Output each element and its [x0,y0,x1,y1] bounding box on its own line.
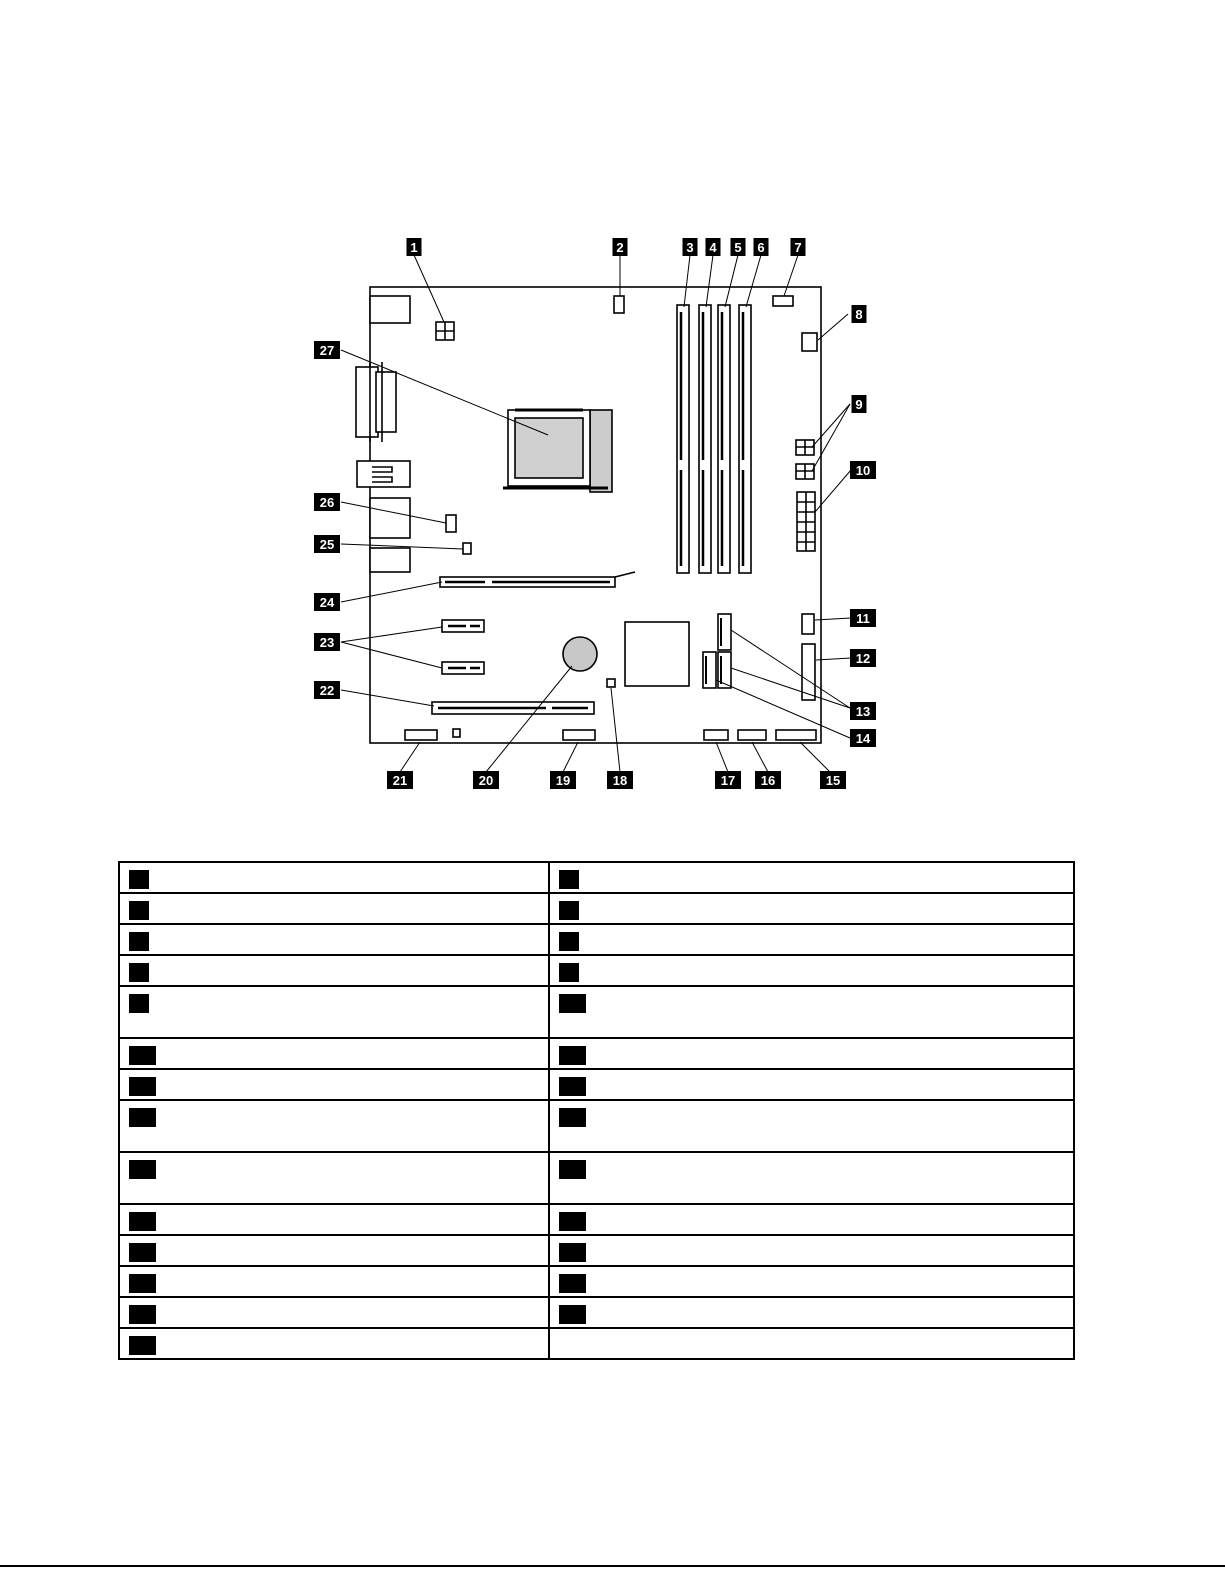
header-small [453,729,460,737]
legend-cell-left [119,1100,549,1152]
callout-4 [706,238,721,256]
svg-text:13: 13 [855,704,871,719]
legend-badge: 2 [559,870,579,889]
legend-row [119,1204,1074,1235]
svg-text:8: 8 [855,307,863,322]
svg-text:11: 11 [856,611,870,626]
callout-18 [607,771,633,789]
legend-badge: 10 [559,994,586,1013]
legend-cell-right [549,1266,1074,1297]
callout-15 [820,771,846,789]
callout-1 [407,238,422,256]
legend-row [119,1152,1074,1204]
callout-17 [715,771,741,789]
svg-text:25: 25 [319,537,335,552]
svg-text:24: 24 [319,595,335,610]
svg-text:5: 5 [734,240,742,255]
callout-6 [754,238,769,256]
legend-cell-left [119,1328,549,1359]
legend-cell-right [549,1297,1074,1328]
legend-badge: 11 [129,1046,156,1065]
legend-cell-left [119,862,549,893]
legend-row [119,924,1074,955]
header-16 [738,730,766,740]
main-power-connector [797,492,815,551]
legend-row [119,893,1074,924]
legend-cell-left [119,955,549,986]
legend-cell-left [119,1235,549,1266]
callout-16 [755,771,781,789]
legend-row [119,1297,1074,1328]
svg-text:1: 1 [410,240,418,255]
legend-badge: 21 [129,1243,156,1262]
svg-text:16: 16 [760,773,776,788]
chipset [625,622,689,686]
svg-text:27: 27 [319,343,335,358]
callout-13 [850,702,876,720]
legend-badge: 6 [559,932,579,951]
legend-badge: 14 [559,1077,586,1096]
connector-8 [802,333,817,351]
svg-text:4: 4 [709,240,717,255]
legend-badge: 12 [559,1046,586,1065]
connector-11 [802,614,814,634]
callout-11 [850,609,876,627]
legend-badge: 25 [129,1305,156,1324]
connector-12 [802,644,815,700]
legend-cell-left [119,1297,549,1328]
legend-badge: 5 [129,932,149,951]
legend-cell-left [119,1152,549,1204]
callout-26 [314,493,340,511]
svg-text:12: 12 [855,651,871,666]
legend-cell-right [549,1328,1074,1359]
callout-12 [850,649,876,667]
svg-text:14: 14 [855,731,871,746]
legend-row [119,1328,1074,1359]
pci-slot [432,702,594,714]
legend-row [119,1100,1074,1152]
legend-badge: 1 [129,870,149,889]
callout-22 [314,681,340,699]
legend-cell-right [549,1204,1074,1235]
header-2 [614,296,624,313]
legend-cell-left [119,1204,549,1235]
legend-badge: 18 [559,1160,586,1179]
svg-text:19: 19 [555,773,571,788]
legend-cell-left [119,893,549,924]
svg-text:3: 3 [686,240,694,255]
legend-cell-right [549,1235,1074,1266]
callout-21 [387,771,413,789]
legend-badge: 27 [129,1336,156,1355]
header-15 [776,730,816,740]
legend-badge: 17 [129,1160,156,1179]
svg-text:21: 21 [392,773,408,788]
legend-badge: 19 [129,1212,156,1231]
svg-text:17: 17 [720,773,736,788]
callout-27 [314,341,340,359]
legend-cell-right [549,893,1074,924]
legend-badge: 9 [129,994,149,1013]
callout-3 [683,238,698,256]
callout-8 [852,305,867,323]
callout-5 [731,238,746,256]
legend-cell-right [549,1069,1074,1100]
legend-badge: 3 [129,901,149,920]
callout-19 [550,771,576,789]
legend-cell-right [549,1152,1074,1204]
microprocessor-power-connector [436,322,454,340]
header-25 [463,543,471,554]
svg-text:23: 23 [319,635,335,650]
legend-badge: 23 [129,1274,156,1293]
legend-row [119,955,1074,986]
svg-text:2: 2 [616,240,624,255]
battery [563,637,597,671]
legend-cell-right [549,1100,1074,1152]
legend-cell-right [549,955,1074,986]
legend-cell-left [119,986,549,1038]
legend-badge: 22 [559,1243,586,1262]
header-17 [704,730,728,740]
system-board-outline [370,287,821,743]
component-legend-table [118,861,1075,1360]
legend-cell-right [549,924,1074,955]
header-26 [446,515,456,532]
legend-badge: 16 [559,1108,586,1127]
legend-row [119,986,1074,1038]
page-footer-rule [0,1565,1225,1567]
legend-badge: 7 [129,963,149,982]
legend-row [119,1235,1074,1266]
header-19 [563,730,595,740]
svg-text:7: 7 [794,240,802,255]
svg-text:6: 6 [757,240,765,255]
callout-23 [314,633,340,651]
legend-cell-right [549,986,1074,1038]
callout-7 [791,238,806,256]
svg-text:18: 18 [612,773,628,788]
legend-cell-left [119,1069,549,1100]
legend-cell-left [119,1038,549,1069]
callout-24 [314,593,340,611]
callout-10 [850,461,876,479]
legend-cell-left [119,1266,549,1297]
legend-row [119,1038,1074,1069]
svg-text:22: 22 [319,683,335,698]
legend-badge: 15 [129,1108,156,1127]
legend-badge: 24 [559,1274,586,1293]
callout-20 [473,771,499,789]
callout-2 [613,238,628,256]
legend-badge: 8 [559,963,579,982]
svg-text:9: 9 [855,397,863,412]
connector-7 [773,296,793,306]
svg-text:20: 20 [478,773,494,788]
svg-text:15: 15 [825,773,841,788]
callout-9 [852,395,867,413]
jumper-18 [607,679,615,687]
svg-text:10: 10 [855,463,871,478]
legend-row [119,1266,1074,1297]
svg-text:26: 26 [319,495,335,510]
callout-25 [314,535,340,553]
legend-badge: 26 [559,1305,586,1324]
header-21 [405,730,437,740]
legend-row [119,862,1074,893]
legend-cell-right [549,862,1074,893]
legend-row [119,1069,1074,1100]
callout-14 [850,729,876,747]
microprocessor-socket [503,410,612,492]
legend-badge: 4 [559,901,579,920]
legend-cell-left [119,924,549,955]
legend-badge: 13 [129,1077,156,1096]
legend-badge: 20 [559,1212,586,1231]
legend-cell-right [549,1038,1074,1069]
